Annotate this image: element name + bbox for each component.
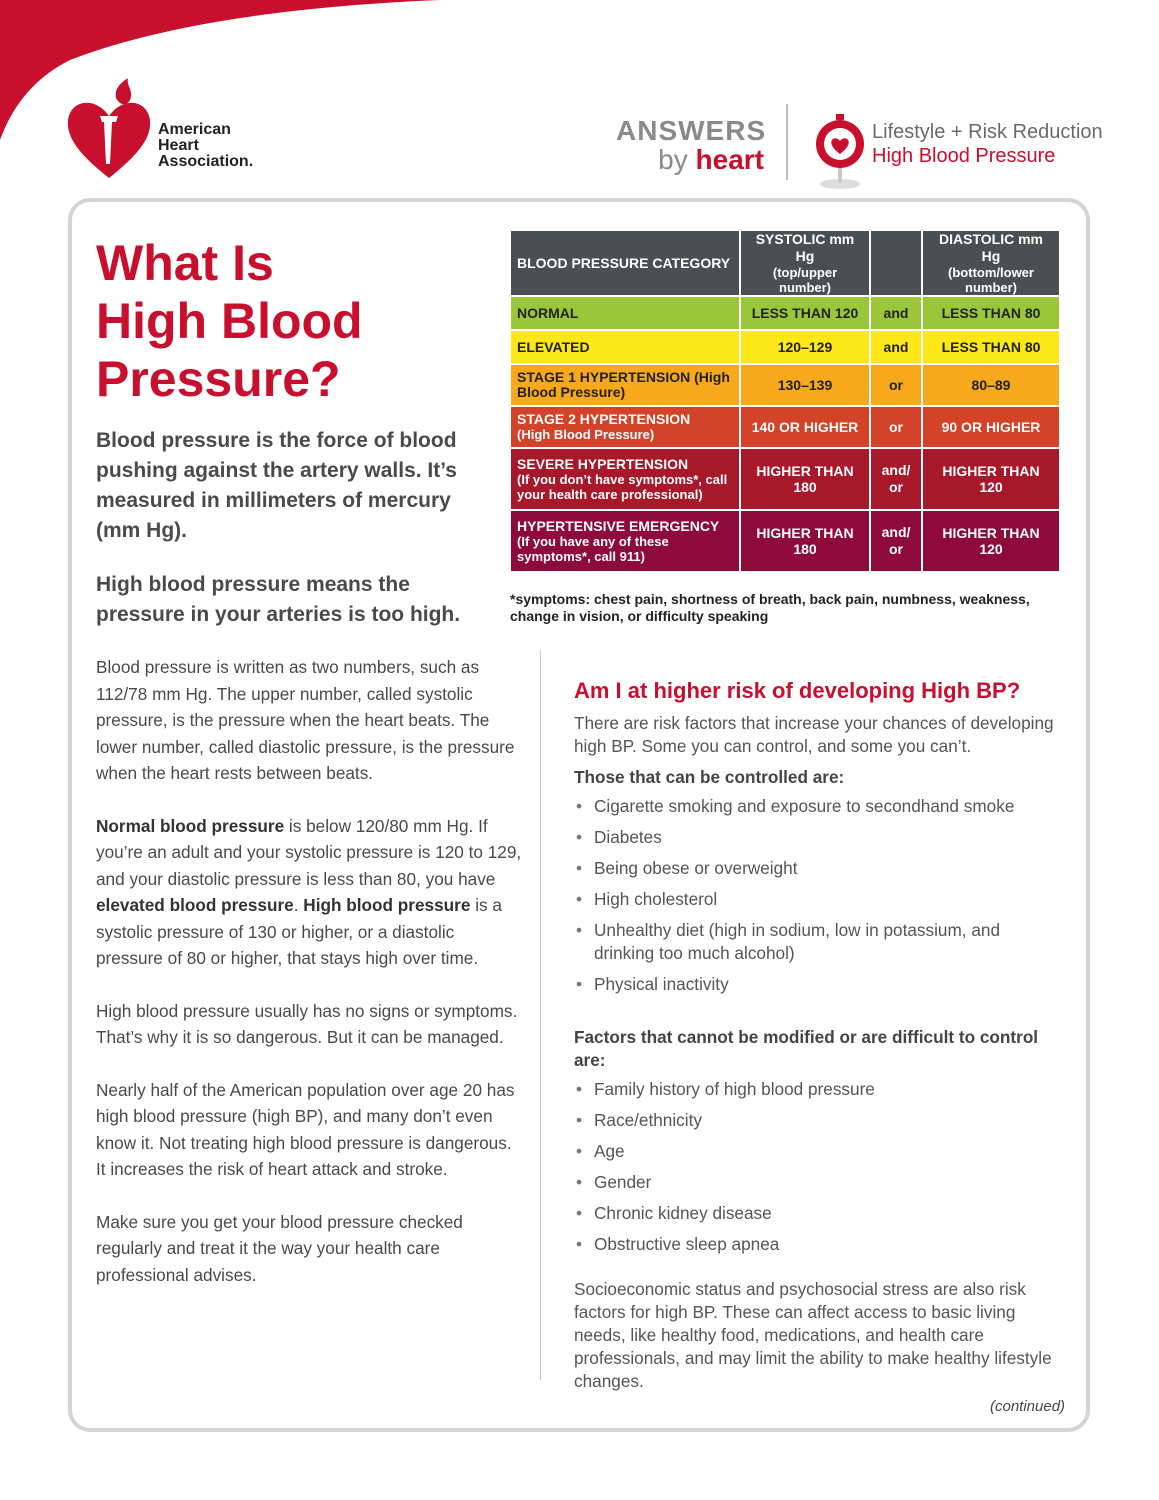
- spacer: [574, 1004, 1064, 1018]
- title-line-3: Pressure?: [96, 351, 341, 407]
- body-paragraph-1: Blood pressure is written as two numbers, such as 112/78 mm Hg. The upper number, called systolic pressure, is the pressure when the heart beats. The lower number, called diastolic pressure, is the pressure when the heart rests between beats.: [96, 657, 515, 783]
- list-item: • Race/ethnicity: [574, 1109, 1064, 1132]
- stopwatch-heart-icon: [810, 110, 870, 200]
- answers-word: ANSWERS: [616, 115, 767, 146]
- category-label: HYPERTENSIVE EMERGENCY: [517, 518, 720, 534]
- header-systolic: [740, 230, 870, 296]
- table-row-stage2: [510, 406, 1060, 448]
- category-label: STAGE 2 HYPERTENSION: [517, 411, 691, 427]
- topic-name: High Blood Pressure: [872, 145, 1056, 167]
- answers-by-heart-logo: [616, 115, 767, 175]
- header-systolic-label: SYSTOLIC mm Hg: [755, 231, 855, 264]
- systolic-cell: 120–129: [740, 330, 870, 364]
- controlled-heading: Those that can be controlled are:: [574, 767, 845, 787]
- systolic-cell: HIGHER THAN 180: [740, 448, 870, 510]
- list-item: • Age: [574, 1140, 1064, 1163]
- header-systolic-sub: (top/upper number): [772, 265, 838, 295]
- bold-elevated-bp: elevated blood pressure: [96, 895, 294, 915]
- uncontrolled-heading: Factors that cannot be modified or are difficult to control are:: [574, 1027, 1039, 1070]
- page-title: [96, 234, 496, 408]
- list-item: • Diabetes: [574, 826, 1064, 849]
- table-row-stage1: [510, 364, 1060, 406]
- title-line-2: High Blood: [96, 293, 363, 349]
- category-sub: (If you have any of these symptoms*, call 911): [517, 534, 669, 564]
- list-item: • Cigarette smoking and exposure to secondhand smoke: [574, 795, 1064, 818]
- left-column: [96, 654, 524, 1314]
- risk-heading: Am I at higher risk of developing High BP?: [574, 678, 1021, 703]
- conj-cell: and/ or: [870, 448, 922, 510]
- text-span: is below 120/80 mm Hg. If you’re an adult and your systolic pressure is 120 to 129, and your diastolic pressure is less than 80, you have: [96, 815, 522, 889]
- table-row-elevated: [510, 330, 1060, 364]
- list-item: • Gender: [574, 1171, 1064, 1194]
- aha-logo: [64, 78, 284, 188]
- heart-word: heart: [695, 144, 764, 175]
- header-diastolic-sub: (bottom/lower number): [948, 265, 1034, 295]
- bold-normal-bp: Normal blood pressure: [96, 815, 285, 836]
- category-cell: [510, 406, 740, 448]
- category-cell: [510, 510, 740, 572]
- diastolic-cell: HIGHER THAN 120: [922, 510, 1060, 572]
- right-column: [574, 676, 1064, 1393]
- body-paragraph-2: [96, 813, 524, 972]
- table-row-severe: [510, 448, 1060, 510]
- aha-line-2: Heart: [158, 137, 199, 154]
- conj-cell: and: [870, 296, 922, 330]
- header-conj: [870, 230, 922, 296]
- list-item: • Family history of high blood pressure: [574, 1078, 1064, 1101]
- diastolic-cell: LESS THAN 80: [922, 330, 1060, 364]
- category-sub: (High Blood Pressure): [517, 427, 655, 442]
- header-diastolic: [922, 230, 1060, 296]
- lead-paragraph-1: Blood pressure is the force of blood pushing against the artery walls. It’s measured in millimeters of mercury (mm Hg).: [96, 429, 457, 542]
- aha-line-1: American: [158, 121, 231, 138]
- uncontrolled-list: [574, 1078, 1064, 1256]
- list-item: • Obstructive sleep apnea: [574, 1233, 1064, 1256]
- aha-line-3: Association.: [158, 153, 254, 170]
- category-sub: (If you don’t have symptoms*, call your health care professional): [517, 472, 728, 502]
- risk-intro: There are risk factors that increase your chances of developing high BP. Some you can control, and some you can’t.: [574, 713, 1054, 756]
- diastolic-cell: 90 OR HIGHER: [922, 406, 1060, 448]
- header-diastolic-label: DIASTOLIC mm Hg: [939, 231, 1043, 264]
- conj-cell: or: [870, 364, 922, 406]
- category-cell: [510, 448, 740, 510]
- body-paragraph-4: Nearly half of the American population over age 20 has high blood pressure (high BP), and many don’t even know it. Not treating high blood pressure is dangerous. It increases the risk of heart attack and stroke.: [96, 1079, 515, 1179]
- category-label: SEVERE HYPERTENSION: [517, 456, 689, 472]
- bp-category-table: [509, 229, 1061, 573]
- diastolic-cell: LESS THAN 80: [922, 296, 1060, 330]
- list-item: • High cholesterol: [574, 888, 1064, 911]
- header-category: BLOOD PRESSURE CATEGORY: [510, 230, 740, 296]
- category-cell: NORMAL: [510, 296, 740, 330]
- symptoms-footnote: *symptoms: chest pain, shortness of breath, back pain, numbness, weakness, change in vision, or difficulty speaking: [510, 591, 1030, 624]
- title-line-1: What Is: [96, 235, 274, 291]
- table-row-normal: [510, 296, 1060, 330]
- body-paragraph-3: High blood pressure usually has no signs or symptoms. That’s why it is so dangerous. But it can be managed.: [96, 1000, 518, 1047]
- table-header-row: [510, 230, 1060, 296]
- systolic-cell: 140 OR HIGHER: [740, 406, 870, 448]
- conj-cell: and/ or: [870, 510, 922, 572]
- lead-paragraph-2: High blood pressure means the pressure in your arteries is too high.: [96, 573, 461, 626]
- continued-label: (continued): [990, 1398, 1066, 1415]
- systolic-cell: LESS THAN 120: [740, 296, 870, 330]
- bold-high-bp: High blood pressure: [303, 895, 471, 915]
- diastolic-cell: HIGHER THAN 120: [922, 448, 1060, 510]
- topic-label: [872, 120, 1103, 168]
- diastolic-cell: 80–89: [922, 364, 1060, 406]
- list-item: • Chronic kidney disease: [574, 1202, 1064, 1225]
- conj-cell: or: [870, 406, 922, 448]
- body-paragraph-5: Make sure you get your blood pressure checked regularly and treat it the way your health care professional advises.: [96, 1211, 463, 1285]
- text-span: .: [293, 895, 304, 915]
- aha-wordmark: [158, 122, 253, 170]
- category-cell: ELEVATED: [510, 330, 740, 364]
- systolic-cell: 130–139: [740, 364, 870, 406]
- list-item: • Physical inactivity: [574, 973, 1064, 996]
- by-word: by: [658, 144, 696, 175]
- text-span: is a systolic pressure of 130 or higher, or a diastolic pressure of 80 or higher, that stays high over time.: [96, 895, 502, 968]
- column-divider: [540, 650, 541, 1380]
- systolic-cell: HIGHER THAN 180: [740, 510, 870, 572]
- lead-text: [96, 426, 486, 654]
- list-item: • Being obese or overweight: [574, 857, 1064, 880]
- heart-torch-logo-icon: [64, 78, 154, 182]
- closing-paragraph: Socioeconomic status and psychosocial stress are also risk factors for high BP. These can affect access to basic living needs, like healthy food, medications, and health care professionals, and may limit the ability to make healthy lifestyle changes.: [574, 1279, 1052, 1391]
- list-item: • Unhealthy diet (high in sodium, low in potassium, and drinking too much alcohol): [574, 919, 1064, 965]
- controlled-list: [574, 795, 1064, 996]
- category-cell: STAGE 1 HYPERTENSION (High Blood Pressure): [510, 364, 740, 406]
- topic-category: Lifestyle + Risk Reduction: [872, 121, 1103, 143]
- table-row-emergency: [510, 510, 1060, 572]
- header-divider: [786, 104, 788, 180]
- conj-cell: and: [870, 330, 922, 364]
- spacer: [574, 1264, 1064, 1278]
- by-heart-word: [616, 146, 764, 174]
